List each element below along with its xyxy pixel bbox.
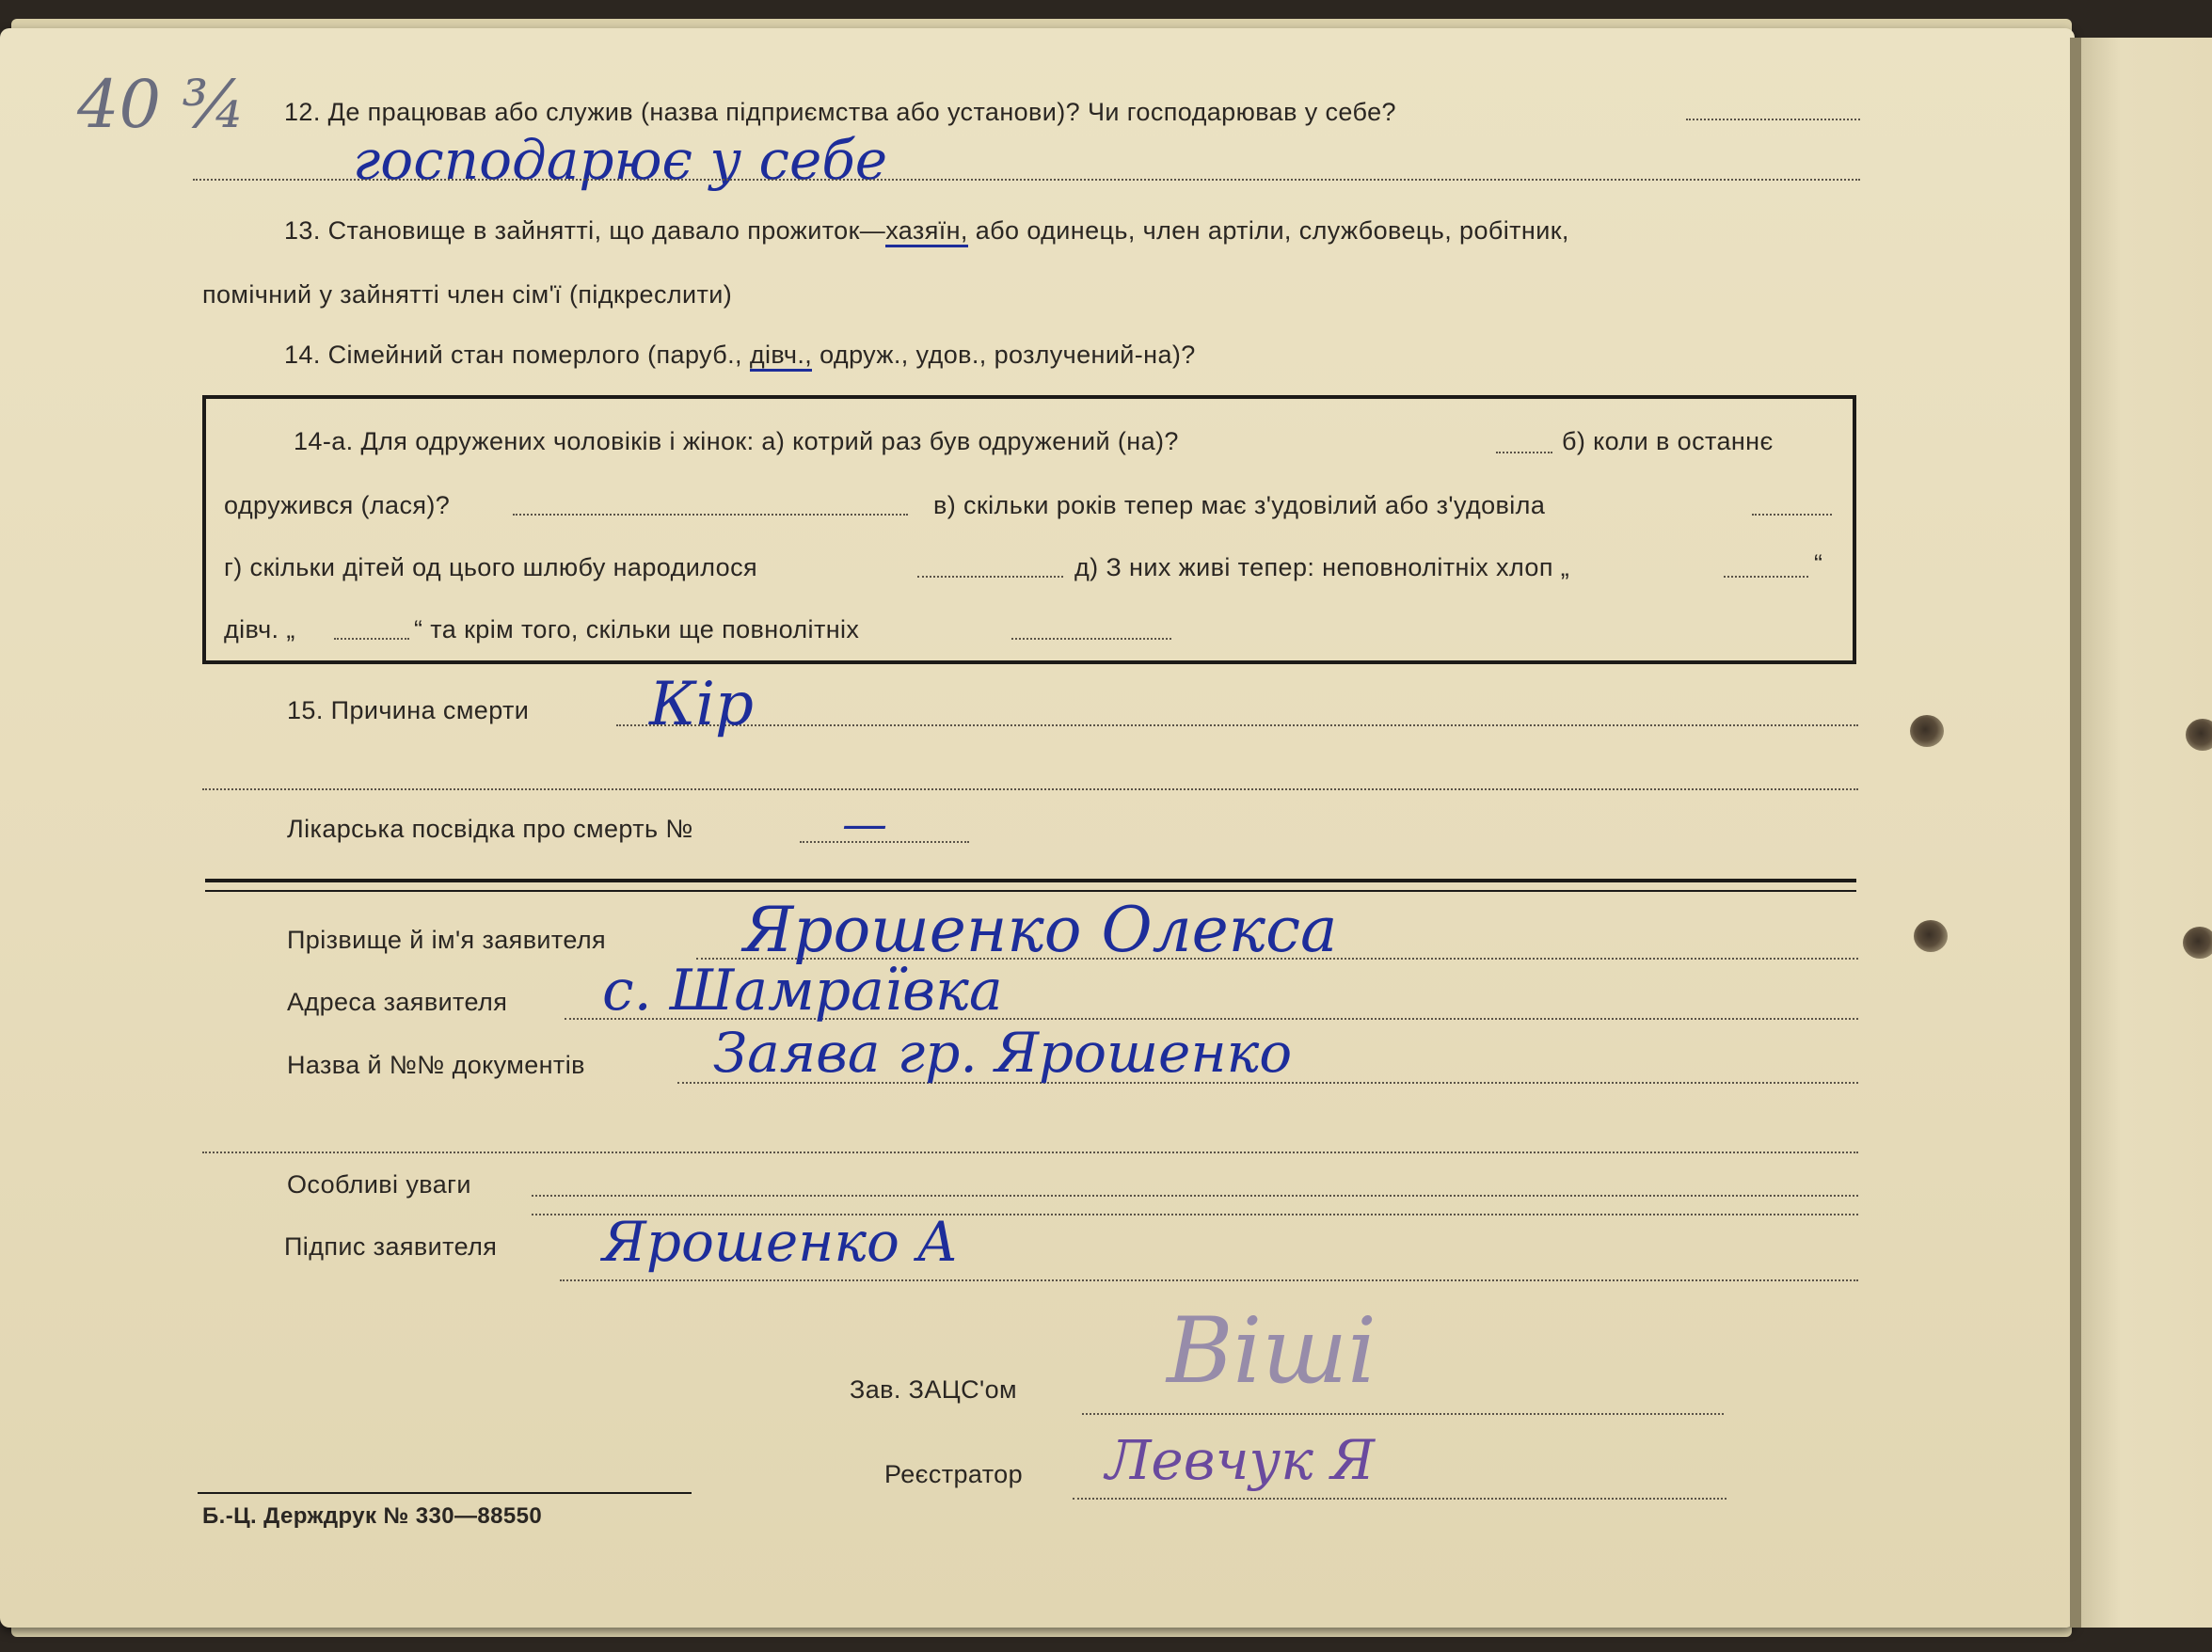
q15-line	[616, 724, 1858, 726]
applicant-address-label: Адреса заявителя	[287, 988, 508, 1016]
q14-label	[284, 341, 1196, 370]
punch-hole	[2183, 927, 2212, 959]
q12-answer-line	[193, 179, 1860, 181]
applicant-name-value: Ярошенко Олекса	[743, 894, 1338, 966]
facing-page-edge	[2081, 38, 2212, 1628]
remarks-line	[532, 1195, 1858, 1197]
medical-answer: —	[842, 798, 887, 850]
q12-label: 12. Де працював або служив (назва підприємства або установи)? Чи господарював у себе?	[284, 98, 1396, 126]
applicant-name-label: Прізвище й ім'я заявителя	[287, 926, 607, 954]
applicant-signature: Ярошенко А	[602, 1210, 959, 1274]
applicant-address-value: с. Шамраївка	[602, 958, 1003, 1024]
q14a-line4-blank	[334, 638, 409, 640]
q14a-line3-blank2	[1724, 576, 1808, 578]
margin-note: 40 ¾	[77, 66, 247, 143]
q14a-line2a: одружився (лася)?	[224, 491, 451, 519]
q15-answer: Кір	[649, 670, 754, 739]
head-signature: Віші	[1167, 1298, 1377, 1404]
head-label: Зав. ЗАЦС'ом	[850, 1375, 1017, 1404]
registrar-line	[1073, 1498, 1727, 1500]
q14a-line4a: дівч. „	[224, 615, 295, 643]
q14-prefix: 14. Сімейний стан померлого (паруб.,	[284, 341, 750, 369]
q14a-line1a: 14-а. Для одружених чоловіків і жінок: а) котрий раз був одружений (на)?	[294, 427, 1179, 455]
q12-line	[1686, 119, 1860, 120]
q14a-line2-blank	[513, 514, 908, 516]
head-line	[1082, 1413, 1724, 1415]
q14a-line3-blank	[917, 576, 1063, 578]
q14a-line4-blank2	[1011, 638, 1171, 640]
medical-label: Лікарська посвідка про смерть №	[287, 815, 693, 843]
section-divider-thin	[205, 890, 1856, 892]
q14a-line3c: “	[1814, 549, 1823, 578]
q14a-line4b: “ та крім того, скільки ще повнолітніх	[414, 615, 860, 643]
q14-selected-option: дівч.,	[750, 341, 812, 372]
applicant-signature-label: Підпис заявителя	[284, 1232, 498, 1261]
q14a-line1-blank	[1496, 452, 1552, 453]
q14a-line2-blank2	[1752, 514, 1832, 516]
applicant-docs-value: Заява гр. Ярошенко	[713, 1021, 1293, 1085]
applicant-signature-line	[560, 1279, 1858, 1281]
registrar-label: Реєстратор	[884, 1460, 1024, 1488]
registrar-signature: Левчук Я	[1106, 1428, 1376, 1492]
q12-answer: господарює у себе	[353, 128, 888, 192]
q13-line2: помічний у зайнятті член сім'ї (підкреслити)	[202, 280, 733, 309]
punch-hole	[2186, 719, 2212, 751]
punch-hole	[1910, 715, 1944, 747]
q13-selected-option: хазяїн,	[885, 216, 968, 247]
q14a-line1b: б) коли в останнє	[1562, 427, 1774, 455]
imprint-rule	[198, 1492, 692, 1494]
applicant-docs-label: Назва й №№ документів	[287, 1051, 585, 1079]
q14-suffix: одруж., удов., розлучений-на)?	[812, 341, 1196, 369]
q15-label: 15. Причина смерти	[287, 696, 530, 724]
punch-hole	[1914, 920, 1948, 952]
q14a-line3a: г) скільки дітей од цього шлюбу народилося	[224, 553, 758, 581]
q15-line2	[202, 788, 1858, 790]
remarks-label: Особливі уваги	[287, 1170, 471, 1199]
q13-prefix: 13. Становище в зайнятті, що давало прожиток—	[284, 216, 886, 245]
applicant-docs-line2	[202, 1152, 1858, 1153]
section-divider	[205, 879, 1856, 882]
printer-imprint: Б.-Ц. Держдрук № 330—88550	[202, 1503, 543, 1529]
q14a-line3b: д) З них живі тепер: неповнолітніх хлоп „	[1074, 553, 1570, 581]
q14a-line2b: в) скільки років тепер має з'удовілий або з'удовіла	[933, 491, 1546, 519]
q13-line1	[284, 216, 1569, 246]
q13-suffix: або одинець, член артіли, службовець, робітник,	[967, 216, 1569, 245]
